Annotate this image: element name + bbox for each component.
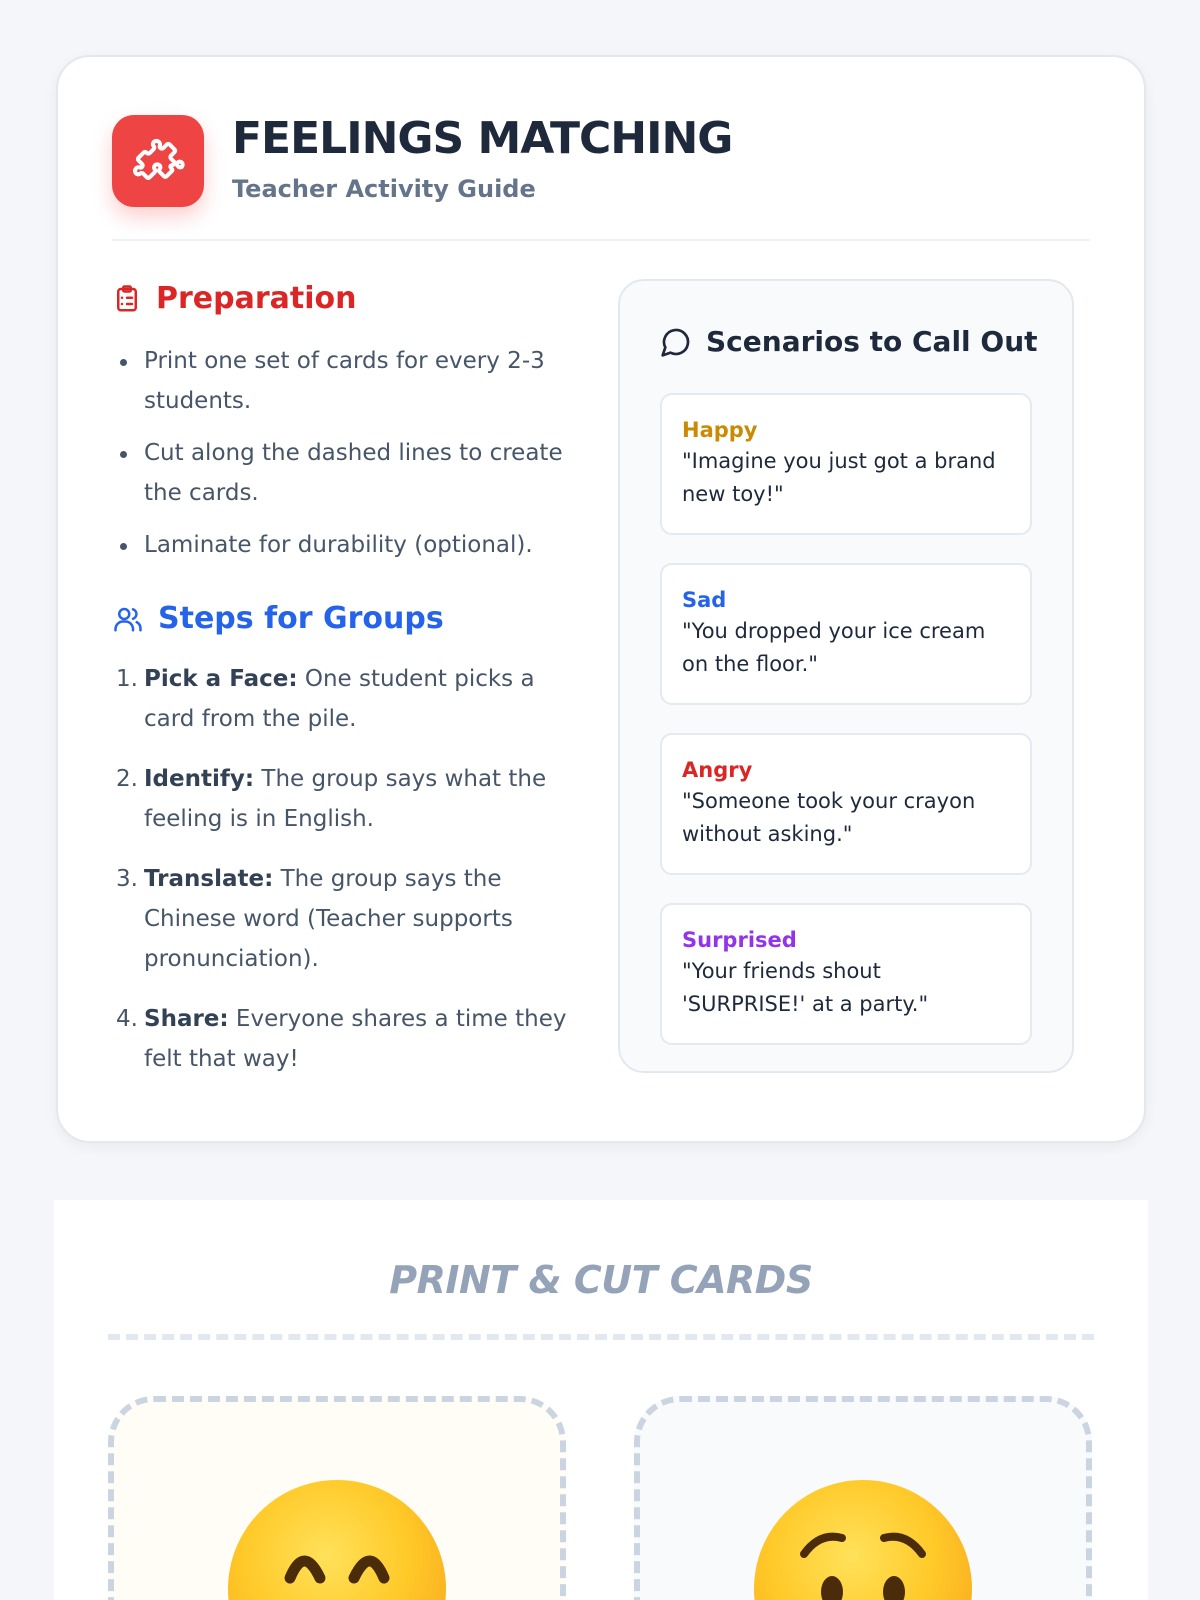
preparation-list bbox=[112, 341, 572, 577]
list-item bbox=[112, 999, 582, 1079]
scenario-text: "Imagine you just got a brand new toy!" bbox=[682, 449, 996, 506]
preparation-heading bbox=[112, 281, 356, 316]
scenarios-panel bbox=[618, 279, 1074, 1073]
step-label: Identify: bbox=[144, 766, 255, 792]
scenario-feeling: Surprised bbox=[682, 928, 797, 952]
step-number: 4. bbox=[116, 1006, 138, 1032]
puzzle-icon bbox=[131, 134, 185, 188]
step-number: 3. bbox=[116, 866, 138, 892]
step-label: Translate: bbox=[144, 866, 274, 892]
chat-bubble-icon bbox=[660, 326, 692, 358]
step-text: The group says the Chinese word (Teacher supports pronunciation). bbox=[144, 866, 513, 972]
step-label: Share: bbox=[144, 1006, 229, 1032]
logo-badge bbox=[112, 115, 204, 207]
list-item: Laminate for durability (optional). bbox=[112, 525, 572, 565]
steps-heading-label: Steps for Groups bbox=[158, 601, 444, 636]
page-subtitle: Teacher Activity Guide bbox=[232, 175, 536, 203]
clipboard-list-icon bbox=[112, 284, 142, 314]
scenario-card-sad bbox=[660, 563, 1032, 705]
scenarios-heading-label: Scenarios to Call Out bbox=[706, 325, 1038, 358]
scenario-text: "You dropped your ice cream on the floor." bbox=[682, 619, 986, 676]
list-item: Cut along the dashed lines to create the cards. bbox=[112, 433, 572, 513]
smiling-face-emoji-icon bbox=[228, 1480, 446, 1600]
list-item bbox=[112, 859, 582, 979]
step-text: The group says what the feeling is in English. bbox=[144, 766, 547, 832]
steps-heading bbox=[112, 601, 444, 636]
scenario-feeling: Sad bbox=[682, 588, 727, 612]
cut-line-divider bbox=[108, 1334, 1094, 1340]
scenario-feeling: Happy bbox=[682, 418, 758, 442]
scenarios-heading bbox=[660, 325, 1038, 358]
step-number: 1. bbox=[116, 666, 138, 692]
list-item bbox=[112, 659, 582, 739]
print-cards-section bbox=[54, 1200, 1148, 1600]
activity-guide-card bbox=[56, 55, 1146, 1143]
scenario-feeling: Angry bbox=[682, 758, 753, 782]
cut-card-happy bbox=[108, 1396, 566, 1600]
steps-list bbox=[112, 659, 582, 1099]
scenario-card-surprised bbox=[660, 903, 1032, 1045]
list-item bbox=[112, 759, 582, 839]
header-divider bbox=[112, 239, 1090, 241]
step-text: Everyone shares a time they felt that way! bbox=[144, 1006, 567, 1072]
cut-card-sad bbox=[634, 1396, 1092, 1600]
print-section-title: PRINT & CUT CARDS bbox=[389, 1258, 813, 1302]
step-label: Pick a Face: bbox=[144, 666, 298, 692]
sad-face-emoji-icon bbox=[754, 1480, 972, 1600]
step-number: 2. bbox=[116, 766, 138, 792]
scenario-card-happy bbox=[660, 393, 1032, 535]
step-text: One student picks a card from the pile. bbox=[144, 666, 535, 732]
preparation-heading-label: Preparation bbox=[156, 281, 357, 316]
list-item: Print one set of cards for every 2-3 students. bbox=[112, 341, 572, 421]
users-icon bbox=[112, 604, 144, 634]
scenario-card-angry bbox=[660, 733, 1032, 875]
scenario-text: "Your friends shout 'SURPRISE!' at a party." bbox=[682, 959, 929, 1016]
page-title: FEELINGS MATCHING bbox=[232, 113, 733, 164]
scenario-text: "Someone took your crayon without asking." bbox=[682, 789, 976, 846]
